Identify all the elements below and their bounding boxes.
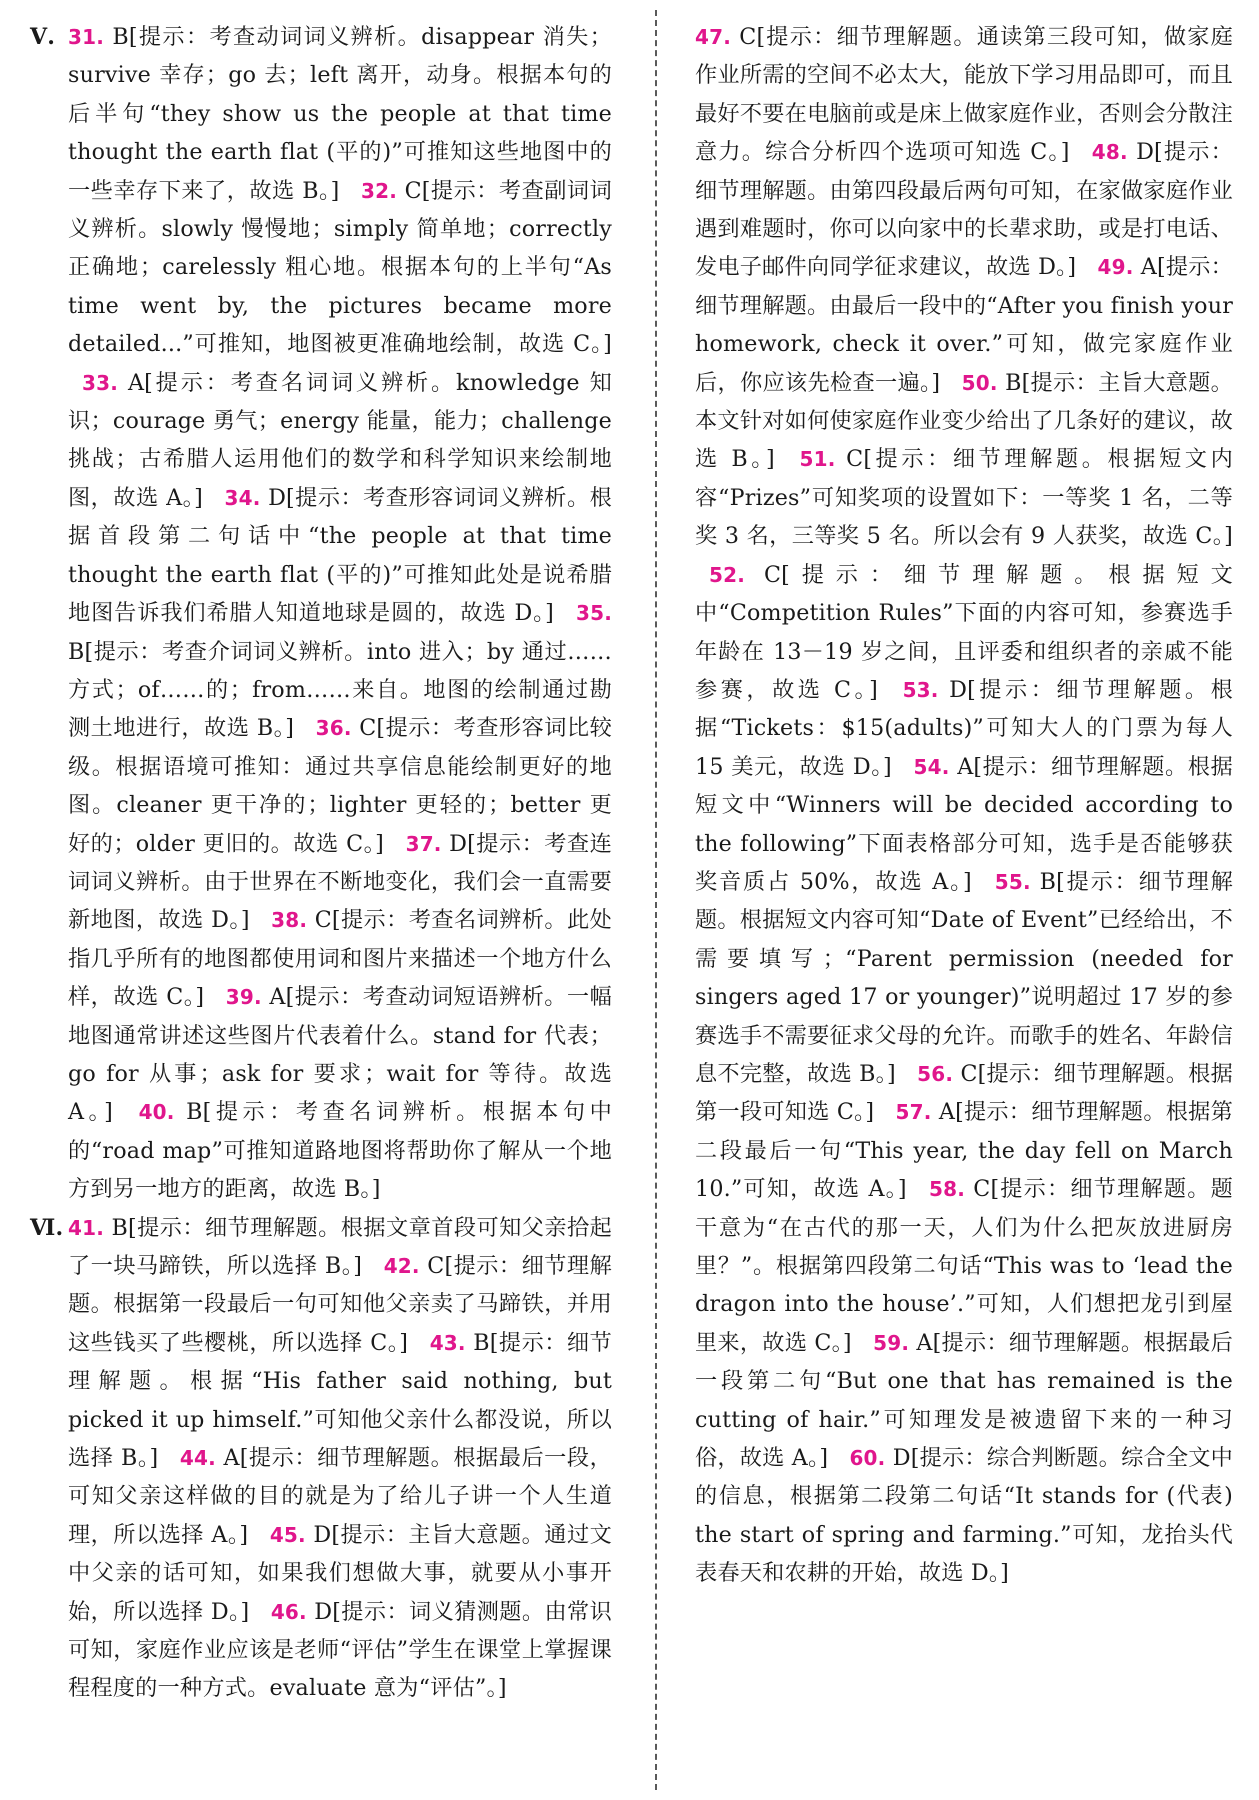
question-number: 50. bbox=[961, 370, 998, 395]
question-number: 48. bbox=[1091, 140, 1128, 165]
question-number: 47. bbox=[695, 25, 732, 49]
question-number: 45. bbox=[269, 1522, 306, 1547]
question-number: 44. bbox=[179, 1446, 216, 1471]
answer-text: D[提示：细节理解题。根据“Tickets：$15(adults)”可知大人的门票为每人 15 美元，故选 D。] bbox=[695, 676, 1233, 780]
question-number: 52. bbox=[709, 562, 746, 587]
answer-text: C[提示：细节理解题。根据第一段最后一句可知他父亲卖了马蹄铁，并用这些钱买了些樱桃，所以选择 C。] bbox=[68, 1253, 612, 1356]
question-number: 54. bbox=[913, 754, 950, 779]
answer-text: A[提示：细节理解题。由最后一段中的“After you finish your homework, check it over.”可知，做完家庭作业后，你应该先检查一遍。] bbox=[695, 254, 1234, 396]
question-number: 37. bbox=[405, 831, 442, 856]
answer-text: C[提示：考查形容词比较级。根据语境可推知：通过共享信息能绘制更好的地图。cleaner 更干净的；lighter 更轻的；better 更好的；older 更旧的。故选 C。] bbox=[68, 715, 612, 857]
question-number: 40. bbox=[138, 1100, 175, 1125]
answer-text: C[提示：细节理解题。根据短文内容“Prizes”可知奖项的设置如下：一等奖 1 名，二等奖 3 名，三等奖 5 名。所以会有 9 人获奖，故选 C。] bbox=[695, 446, 1233, 550]
answer-text: B[提示：考查介词词义辨析。into 进入；by 通过……方式；of……的；from……来自。地图的绘制通过勘测土地进行，故选 B。] bbox=[68, 638, 612, 742]
answer-item bbox=[68, 1099, 612, 1202]
answer-text: A[提示：考查名词词义辨析。knowledge 知识；courage 勇气；energy 能量，能力；challenge 挑战；古希腊人运用他们的数学和科学知识来绘制地图，故选 A。] bbox=[68, 369, 612, 511]
question-number: 46. bbox=[270, 1599, 307, 1624]
question-number: 57. bbox=[895, 1100, 932, 1125]
question-number: 32. bbox=[361, 178, 398, 203]
answer-text: C[提示：细节理解题。根据第一段可知选 C。] bbox=[695, 1060, 1233, 1126]
question-number: 43. bbox=[429, 1330, 466, 1355]
question-number: 39. bbox=[225, 985, 262, 1010]
question-number: 42. bbox=[383, 1254, 420, 1278]
answer-text: C[提示：考查副词词义辨析。slowly 慢慢地；simply 简单地；correctly 正确地；carelessly 粗心地。根据本句的上半句“As time went by, the pictures became more detailed...”可推知，地图被更准确地绘制，故选 C。] bbox=[68, 177, 612, 358]
answer-text: B[提示：考查名词辨析。根据本句中的“road map”可推知道路地图将帮助你了解从一个地方到另一地方的距离，故选 B。] bbox=[68, 1099, 612, 1203]
answer-text: B[提示：主旨大意题。本文针对如何使家庭作业变少给出了几条好的建议，故选 B。] bbox=[695, 369, 1233, 473]
answer-text: B[提示：细节理解题。根据“His father said nothing, but picked it up himself.”可知他父亲什么都没说，所以选择 B。] bbox=[68, 1329, 612, 1472]
question-number: 51. bbox=[799, 447, 836, 472]
answer-text: C[提示：细节理解题。题干意为“在古代的那一天，人们为什么把灰放进厨房里？”。根据第四段第二句话“This was to ‘lead the dragon into the house’.”可知，人们想把龙引到屋里来，故选 C。] bbox=[695, 1176, 1233, 1356]
question-number: 35. bbox=[575, 601, 612, 626]
question-number: 34. bbox=[224, 485, 261, 510]
question-number: 38. bbox=[271, 908, 308, 933]
section-vi bbox=[30, 1209, 612, 1708]
answer-text: D[提示：词义猜测题。由常识可知，家庭作业应该是老师“评估”学生在课堂上掌握课程程度的一种方式。evaluate 意为“评估”。] bbox=[68, 1598, 612, 1702]
section-label: Ⅴ. bbox=[30, 24, 56, 50]
question-number: 36. bbox=[315, 716, 352, 741]
answer-text: D[提示：细节理解题。由第四段最后两句可知，在家做家庭作业遇到难题时，你可以向家中的长辈求助，或是打电话、发电子邮件向同学征求建议，故选 D。] bbox=[695, 139, 1233, 281]
answer-text: A[提示：细节理解题。根据短文中“Winners will be decided according to the following”下面表格部分可知，选手是否能够获奖音质占 50%，故选 A。] bbox=[695, 753, 1233, 895]
question-number: 53. bbox=[902, 677, 939, 702]
section-v bbox=[30, 18, 612, 1209]
column-divider bbox=[655, 10, 657, 1790]
question-number: 60. bbox=[849, 1446, 886, 1471]
answer-text: B[提示：考查动词词义辨析。disappear 消失；survive 幸存；go 去；left 离开，动身。根据本句的后半句“they show us the people at that time thought the earth flat (平的)”可推知这些地图中的一些幸存下来了，故选 B。] bbox=[68, 24, 612, 204]
right-column bbox=[695, 18, 1233, 1593]
answer-text: B[提示：细节理解题。根据文章首段可知父亲拾起了一块马蹄铁，所以选择 B。] bbox=[68, 1214, 612, 1279]
left-column bbox=[30, 18, 612, 1708]
section-label: Ⅵ. bbox=[30, 1214, 64, 1241]
question-number: 55. bbox=[994, 869, 1031, 894]
question-number: 49. bbox=[1097, 255, 1134, 280]
answer-item bbox=[695, 869, 1233, 1087]
answer-text: A[提示：细节理解题。根据第二段最后一句“This year, the day fell on March 10.”可知，故选 A。] bbox=[695, 1099, 1233, 1203]
question-number: 33. bbox=[82, 370, 119, 395]
question-number: 31. bbox=[68, 25, 105, 49]
answer-text: D[提示：考查形容词词义辨析。根据首段第二句话中“the people at that time thought the earth flat (平的)”可推知此处是说希腊地图告诉我们希腊人知道地球是圆的，故选 D。] bbox=[68, 484, 612, 627]
answer-text: A[提示：细节理解题。根据最后一段，可知父亲这样做的目的就是为了给儿子讲一个人生道理，所以选择 A。] bbox=[68, 1445, 612, 1548]
answer-text: C[提示：细节理解题。根据短文中“Competition Rules”下面的内容可知，参赛选手年龄在 13－19 岁之间，且评委和组织者的亲戚不能参赛，故选 C。] bbox=[695, 561, 1233, 703]
answer-text: A[提示：考查动词短语辨析。一幅地图通常讲述这些图片代表着什么。stand for 代表；go for 从事；ask for 要求；wait for 等待。故选 A。] bbox=[68, 984, 613, 1126]
answer-text: C[提示：考查名词辨析。此处指几乎所有的地图都使用词和图片来描述一个地方什么样，故选 C。] bbox=[68, 907, 612, 1011]
answer-text: D[提示：综合判断题。综合全文中的信息，根据第二段第二句话“It stands for (代表) the start of spring and farming.”可知，龙抬头代表春天和农耕的开始，故选 D。] bbox=[695, 1445, 1234, 1587]
question-number: 59. bbox=[873, 1330, 910, 1355]
answer-item bbox=[68, 178, 612, 358]
question-number: 56. bbox=[917, 1061, 954, 1086]
question-number: 41. bbox=[68, 1215, 105, 1240]
answer-text: A[提示：细节理解题。根据最后一段第二句“But one that has remained is the cutting of hair.”可知理发是被遗留下来的一种习俗，故选 A。] bbox=[695, 1329, 1233, 1472]
answer-text: D[提示：主旨大意题。通过文中父亲的话可知，如果我们想做大事，就要从小事开始，所以选择 D。] bbox=[68, 1521, 612, 1625]
answer-text: B[提示：细节理解题。根据短文内容可知“Date of Event”已经给出，不需要填写；“Parent permission (needed for singers aged 17 or younger)”说明超过 17 岁的参赛选手不需要征求父母的允许。而歌手的姓名、年龄信息不完整，故选 B。] bbox=[695, 868, 1234, 1087]
answer-text: D[提示：考查连词词义辨析。由于世界在不断地变化，我们会一直需要新地图，故选 D。] bbox=[68, 830, 612, 934]
answer-item bbox=[695, 446, 1233, 549]
answer-text: C[提示：细节理解题。通读第三段可知，做家庭作业所需的空间不必太大，能放下学习用品即可，而且最好不要在电脑前或是床上做家庭作业，否则会分散注意力。综合分析四个选项可知选 C。] bbox=[695, 24, 1233, 166]
question-number: 58. bbox=[929, 1177, 966, 1202]
